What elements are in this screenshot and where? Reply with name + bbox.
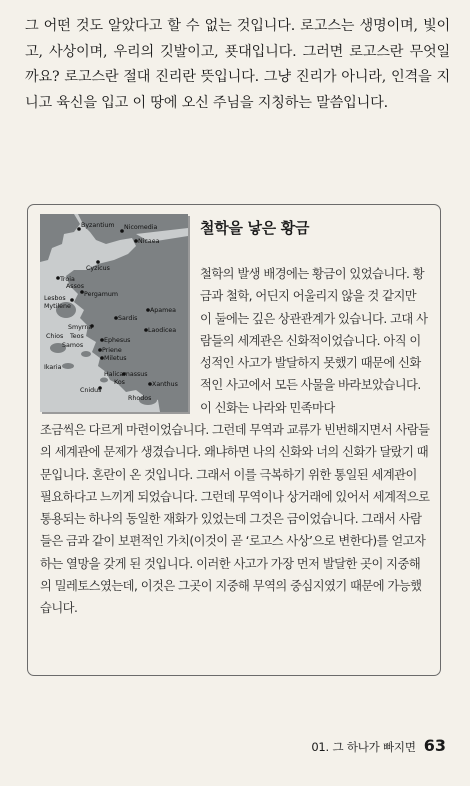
chapter-title: 01. 그 하나가 빠지면 bbox=[311, 740, 416, 754]
map-graphic bbox=[40, 214, 188, 412]
map-label: Ephesus bbox=[104, 337, 131, 344]
map-label: Laodicea bbox=[148, 327, 177, 334]
sidebar-paragraph-full: 조금씩은 다르게 마련이었습니다. 그런데 무역과 교류가 빈번해지면서 사람들의 세계관에 문제가 생겼습니다. 왜냐하면 나의 신화와 너의 신화가 달랐기 때문입니다. 혼란이 온 것입니다. 그래서 이를 극복하기 위한 통일된 세계관이 필요하다고 느끼게 되었습니다. 그런데 무역이나 상거래에 있어서 세계적으로 통용되는 하나의 동일한 재화가 있었는데 그것은 금이었습니다. 그래서 사람들은 금과 같이 보편적인 가치(이것이 곧 ‘로고스 사상’으로 변한다)를 얻고자 하는 열망을 갖게 된 것입니다. 이러한 사고가 가장 먼저 발달한 곳이 지중해의 밀레토스였는데, 이것은 그곳이 지중해 무역의 중심지였기 때문에 가능했습니다. bbox=[40, 423, 430, 616]
map-label: Kos bbox=[114, 379, 125, 386]
map-label: Assos bbox=[66, 283, 85, 290]
map-label: Mytilene bbox=[44, 303, 71, 310]
sidebar-title: 철학을 낳은 황금 bbox=[200, 219, 310, 237]
map-label: Sardis bbox=[118, 315, 138, 322]
map-label: Pergamum bbox=[84, 291, 119, 298]
map-label: Apamea bbox=[150, 307, 177, 314]
map-label: Cnidus bbox=[80, 387, 102, 394]
map-label: Cyzicus bbox=[86, 265, 110, 272]
map-label: Nicomedia bbox=[124, 224, 158, 231]
map-label: Xanthus bbox=[152, 381, 178, 388]
map-label: Chios bbox=[46, 333, 64, 340]
map-label: Teos bbox=[70, 333, 84, 340]
map-label: Lesbos bbox=[44, 295, 66, 302]
map-label: Byzantium bbox=[81, 222, 115, 229]
body-paragraph: 그 어떤 것도 알았다고 할 수 없는 것입니다. 로고스는 생명이며, 빛이고, 사상이며, 우리의 깃발이고, 푯대입니다. 그러면 로고스란 무엇일까요? 로고스란 절대 진리란 뜻입니다. 그냥 진리가 아니라, 인격을 지니고 육신을 입고 이 땅에 오신 주님을 지칭하는 말씀입니다. bbox=[25, 18, 450, 111]
map-label: Troia bbox=[60, 276, 75, 283]
map-label: Miletus bbox=[104, 355, 127, 362]
map-label: Halicarnassus bbox=[104, 371, 148, 378]
page-number: 63 bbox=[423, 736, 446, 755]
map-label: Nicaea bbox=[138, 238, 160, 245]
sidebar-paragraph-top: 철학의 발생 배경에는 황금이 있었습니다. 황금과 철학, 어딘지 어울리지 않을 것 같지만 이 둘에는 깊은 상관관계가 있습니다. 고대 사람들의 세계관은 신화적이었습니다. 아직 이성적인 사고가 발달하지 못했기 때문에 신화적인 사고에서 모든 사물을 바라보았습니다. 이 신화는 나라와 민족마다 bbox=[200, 267, 428, 415]
map-label: Priene bbox=[102, 347, 122, 354]
map-label: Samos bbox=[62, 342, 84, 349]
map-label: Ikaria bbox=[44, 364, 62, 371]
map-label: Smyrna bbox=[68, 324, 93, 331]
page-footer bbox=[311, 736, 446, 755]
ancient-aegean-map bbox=[40, 214, 188, 412]
map-label: Rhodos bbox=[128, 395, 152, 402]
